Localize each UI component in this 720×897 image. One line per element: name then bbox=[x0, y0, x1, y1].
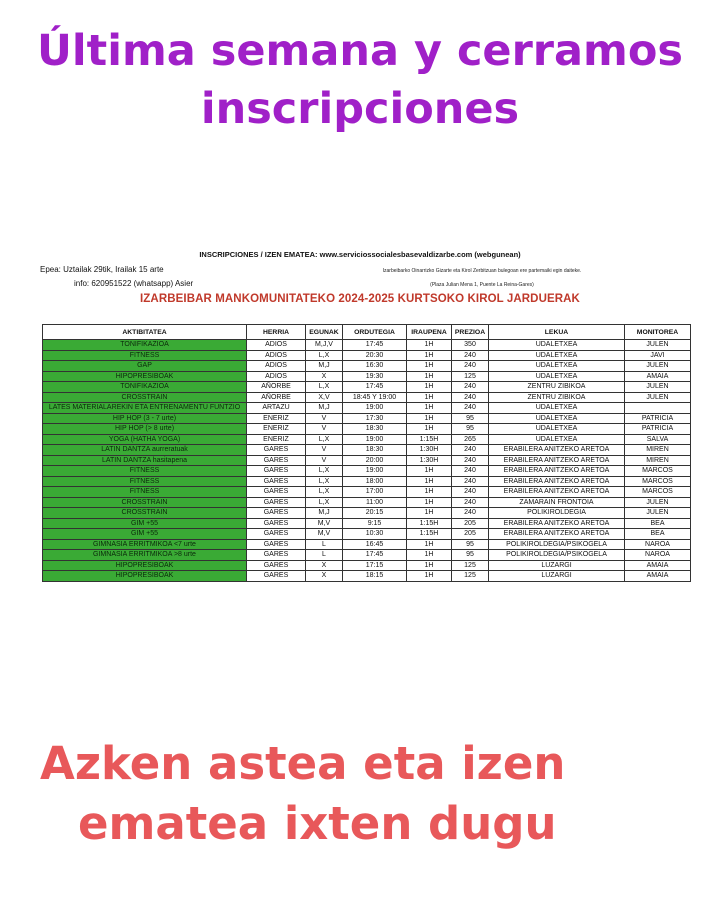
table-row bbox=[43, 455, 691, 466]
header-price: PREZIOA bbox=[452, 325, 489, 340]
cell-town: ADIOS bbox=[247, 350, 306, 361]
cell-location: UDALETXEA bbox=[489, 434, 625, 445]
cell-days: V bbox=[306, 455, 343, 466]
cell-days: M,V bbox=[306, 529, 343, 540]
cell-town: GARES bbox=[247, 476, 306, 487]
cell-price: 240 bbox=[452, 487, 489, 498]
header-activity: AKTIBITATEA bbox=[43, 325, 247, 340]
cell-price: 125 bbox=[452, 571, 489, 582]
cell-activity: HIPOPRESIBOAK bbox=[43, 371, 247, 382]
cell-schedule: 18:45 Y 19:00 bbox=[343, 392, 407, 403]
cell-town: ADIOS bbox=[247, 361, 306, 372]
office-address: (Plaza Julian Mena 1, Puente La Reina-Gares) bbox=[430, 282, 534, 288]
cell-price: 265 bbox=[452, 434, 489, 445]
table-row bbox=[43, 392, 691, 403]
cell-instructor: NAROA bbox=[625, 539, 691, 550]
headline-spanish-line2: inscripciones bbox=[200, 84, 520, 134]
cell-location: ERABILERA ANITZEKO ARETOA bbox=[489, 487, 625, 498]
cell-town: GARES bbox=[247, 455, 306, 466]
cell-days: L,X bbox=[306, 382, 343, 393]
office-note-text: Izarbeibarko Oinarrizko Gizarte eta Kirol Zerbitzuan bulegoan ere partemaiki egin daiteke. bbox=[382, 268, 582, 274]
cell-duration: 1H bbox=[407, 466, 452, 477]
schedule-table bbox=[42, 324, 691, 582]
cell-duration: 1:15H bbox=[407, 434, 452, 445]
cell-instructor: AMAIA bbox=[625, 371, 691, 382]
cell-schedule: 17:00 bbox=[343, 487, 407, 498]
cell-town: GARES bbox=[247, 445, 306, 456]
cell-town: GARES bbox=[247, 550, 306, 561]
header-town: HERRIA bbox=[247, 325, 306, 340]
cell-days: M,J,V bbox=[306, 340, 343, 351]
header-days: EGUNAK bbox=[306, 325, 343, 340]
registration-line: INSCRIPCIONES / IZEN EMATEA: www.serviciossocialesbasevaldizarbe.com (webgunean) bbox=[199, 250, 521, 259]
cell-town: ARTAZU bbox=[247, 403, 306, 414]
cell-price: 240 bbox=[452, 497, 489, 508]
cell-duration: 1H bbox=[407, 371, 452, 382]
cell-activity: CROSSTRAIN bbox=[43, 497, 247, 508]
cell-schedule: 9:15 bbox=[343, 518, 407, 529]
cell-location: UDALETXEA bbox=[489, 340, 625, 351]
cell-activity: GAP bbox=[43, 361, 247, 372]
table-row bbox=[43, 434, 691, 445]
cell-schedule: 20:15 bbox=[343, 508, 407, 519]
table-row bbox=[43, 445, 691, 456]
cell-activity: LATIN DANTZA aurreratuak bbox=[43, 445, 247, 456]
cell-price: 240 bbox=[452, 466, 489, 477]
table-row bbox=[43, 413, 691, 424]
cell-activity: YOGA (HATHA YOGA) bbox=[43, 434, 247, 445]
cell-days: X bbox=[306, 371, 343, 382]
header-duration: IRAUPENA bbox=[407, 325, 452, 340]
cell-days: M,J bbox=[306, 361, 343, 372]
cell-duration: 1H bbox=[407, 476, 452, 487]
cell-price: 95 bbox=[452, 550, 489, 561]
cell-instructor: BEA bbox=[625, 518, 691, 529]
cell-schedule: 18:00 bbox=[343, 476, 407, 487]
cell-activity: CROSSTRAIN bbox=[43, 508, 247, 519]
cell-instructor: JULEN bbox=[625, 361, 691, 372]
cell-price: 240 bbox=[452, 476, 489, 487]
cell-days: M,J bbox=[306, 403, 343, 414]
cell-town: GARES bbox=[247, 518, 306, 529]
header-instructor: MONITOREA bbox=[625, 325, 691, 340]
cell-instructor: MARCOS bbox=[625, 487, 691, 498]
cell-schedule: 18:30 bbox=[343, 445, 407, 456]
headline-basque-line2: ematea ixten dugu bbox=[78, 797, 557, 850]
cell-activity: FITNESS bbox=[43, 466, 247, 477]
cell-days: L,X bbox=[306, 350, 343, 361]
cell-days: V bbox=[306, 424, 343, 435]
cell-town: GARES bbox=[247, 560, 306, 571]
table-row bbox=[43, 382, 691, 393]
cell-instructor: JULEN bbox=[625, 497, 691, 508]
cell-activity: TONIFIKAZIOA bbox=[43, 382, 247, 393]
table-row bbox=[43, 508, 691, 519]
cell-schedule: 17:45 bbox=[343, 550, 407, 561]
cell-town: ENERIZ bbox=[247, 434, 306, 445]
cell-days: L,X bbox=[306, 466, 343, 477]
cell-schedule: 20:00 bbox=[343, 455, 407, 466]
cell-activity: FITNESS bbox=[43, 487, 247, 498]
cell-town: AÑORBE bbox=[247, 392, 306, 403]
cell-duration: 1H bbox=[407, 571, 452, 582]
cell-location: UDALETXEA bbox=[489, 361, 625, 372]
headline-spanish bbox=[0, 22, 720, 138]
info-text: info: 620951522 (whatsapp) Asier bbox=[74, 279, 194, 288]
cell-duration: 1H bbox=[407, 361, 452, 372]
cell-days: V bbox=[306, 413, 343, 424]
cell-instructor: PATRICIA bbox=[625, 424, 691, 435]
cell-price: 125 bbox=[452, 560, 489, 571]
cell-location: ERABILERA ANITZEKO ARETOA bbox=[489, 466, 625, 477]
cell-town: GARES bbox=[247, 508, 306, 519]
cell-location: ERABILERA ANITZEKO ARETOA bbox=[489, 518, 625, 529]
cell-days: L bbox=[306, 550, 343, 561]
cell-price: 240 bbox=[452, 455, 489, 466]
cell-days: M,J bbox=[306, 508, 343, 519]
cell-duration: 1:30H bbox=[407, 455, 452, 466]
table-row bbox=[43, 560, 691, 571]
cell-town: GARES bbox=[247, 466, 306, 477]
cell-location: ZENTRU ZIBIKOA bbox=[489, 382, 625, 393]
cell-location: ERABILERA ANITZEKO ARETOA bbox=[489, 455, 625, 466]
cell-activity: HIPOPRESIBOAK bbox=[43, 571, 247, 582]
table-body bbox=[43, 340, 691, 582]
cell-days: X bbox=[306, 560, 343, 571]
cell-price: 240 bbox=[452, 382, 489, 393]
cell-activity: HIP HOP (> 8 urte) bbox=[43, 424, 247, 435]
cell-instructor: JAVI bbox=[625, 350, 691, 361]
cell-schedule: 16:45 bbox=[343, 539, 407, 550]
cell-location: ERABILERA ANITZEKO ARETOA bbox=[489, 476, 625, 487]
cell-duration: 1H bbox=[407, 487, 452, 498]
cell-price: 205 bbox=[452, 518, 489, 529]
cell-activity: FITNESS bbox=[43, 476, 247, 487]
table-header-row bbox=[43, 325, 691, 340]
cell-schedule: 11:00 bbox=[343, 497, 407, 508]
cell-duration: 1:30H bbox=[407, 445, 452, 456]
cell-activity: GIM +55 bbox=[43, 518, 247, 529]
cell-schedule: 18:30 bbox=[343, 424, 407, 435]
cell-price: 240 bbox=[452, 403, 489, 414]
cell-price: 240 bbox=[452, 361, 489, 372]
cell-activity: HIP HOP (3 - 7 urte) bbox=[43, 413, 247, 424]
cell-instructor: JULEN bbox=[625, 382, 691, 393]
cell-schedule: 17:45 bbox=[343, 382, 407, 393]
cell-schedule: 19:00 bbox=[343, 403, 407, 414]
cell-schedule: 19:00 bbox=[343, 466, 407, 477]
cell-location: ZENTRU ZIBIKOA bbox=[489, 392, 625, 403]
cell-location: UDALETXEA bbox=[489, 413, 625, 424]
cell-location: POLIKIROLDEGIA/PSIKOGELA bbox=[489, 550, 625, 561]
cell-location: ERABILERA ANITZEKO ARETOA bbox=[489, 445, 625, 456]
cell-location: UDALETXEA bbox=[489, 350, 625, 361]
cell-schedule: 16:30 bbox=[343, 361, 407, 372]
cell-location: UDALETXEA bbox=[489, 424, 625, 435]
cell-activity: LATES MATERIALAREKIN ETA ENTRENAMENTU FUNTZIO bbox=[43, 403, 247, 414]
table-row bbox=[43, 487, 691, 498]
cell-instructor: SALVA bbox=[625, 434, 691, 445]
cell-duration: 1H bbox=[407, 403, 452, 414]
cell-location: UDALETXEA bbox=[489, 371, 625, 382]
cell-schedule: 18:15 bbox=[343, 571, 407, 582]
cell-days: V bbox=[306, 445, 343, 456]
table-row bbox=[43, 571, 691, 582]
cell-duration: 1H bbox=[407, 508, 452, 519]
cell-instructor: BEA bbox=[625, 529, 691, 540]
cell-price: 240 bbox=[452, 350, 489, 361]
table-row bbox=[43, 361, 691, 372]
cell-activity: TONIFIKAZIOA bbox=[43, 340, 247, 351]
cell-instructor: MIREN bbox=[625, 455, 691, 466]
cell-days: L bbox=[306, 539, 343, 550]
cell-days: X bbox=[306, 571, 343, 582]
cell-duration: 1:15H bbox=[407, 529, 452, 540]
cell-town: GARES bbox=[247, 571, 306, 582]
cell-instructor: JULEN bbox=[625, 340, 691, 351]
cell-duration: 1H bbox=[407, 497, 452, 508]
cell-instructor: MIREN bbox=[625, 445, 691, 456]
cell-duration: 1:15H bbox=[407, 518, 452, 529]
office-note bbox=[332, 264, 632, 292]
table-row bbox=[43, 497, 691, 508]
cell-instructor: AMAIA bbox=[625, 571, 691, 582]
cell-duration: 1H bbox=[407, 539, 452, 550]
cell-location: POLIKIROLDEGIA bbox=[489, 508, 625, 519]
cell-town: GARES bbox=[247, 539, 306, 550]
cell-days: L,X bbox=[306, 476, 343, 487]
cell-instructor: NAROA bbox=[625, 550, 691, 561]
cell-location: ERABILERA ANITZEKO ARETOA bbox=[489, 529, 625, 540]
table-row bbox=[43, 550, 691, 561]
cell-price: 240 bbox=[452, 508, 489, 519]
cell-schedule: 10:30 bbox=[343, 529, 407, 540]
cell-activity: LATIN DANTZA hasitapena bbox=[43, 455, 247, 466]
table-row bbox=[43, 529, 691, 540]
contact-info bbox=[40, 263, 193, 291]
cell-town: GARES bbox=[247, 497, 306, 508]
cell-town: AÑORBE bbox=[247, 382, 306, 393]
cell-activity: GIMNASIA ERRITMIKOA >8 urte bbox=[43, 550, 247, 561]
cell-town: ENERIZ bbox=[247, 413, 306, 424]
table-row bbox=[43, 539, 691, 550]
cell-town: ENERIZ bbox=[247, 424, 306, 435]
cell-activity: GIM +55 bbox=[43, 529, 247, 540]
table-row bbox=[43, 424, 691, 435]
cell-activity: HIPOPRESIBOAK bbox=[43, 560, 247, 571]
table-row bbox=[43, 403, 691, 414]
cell-days: M,V bbox=[306, 518, 343, 529]
table-row bbox=[43, 340, 691, 351]
cell-activity: FITNESS bbox=[43, 350, 247, 361]
cell-instructor: JULEN bbox=[625, 392, 691, 403]
headline-spanish-line1: Última semana y cerramos bbox=[37, 26, 683, 76]
cell-schedule: 19:00 bbox=[343, 434, 407, 445]
cell-town: ADIOS bbox=[247, 340, 306, 351]
cell-duration: 1H bbox=[407, 413, 452, 424]
cell-schedule: 17:15 bbox=[343, 560, 407, 571]
table-row bbox=[43, 476, 691, 487]
table-row bbox=[43, 371, 691, 382]
cell-activity: CROSSTRAIN bbox=[43, 392, 247, 403]
cell-town: GARES bbox=[247, 487, 306, 498]
cell-duration: 1H bbox=[407, 350, 452, 361]
cell-schedule: 17:30 bbox=[343, 413, 407, 424]
cell-location: LUZARGI bbox=[489, 560, 625, 571]
cell-instructor: MARCOS bbox=[625, 476, 691, 487]
cell-days: X,V bbox=[306, 392, 343, 403]
header-schedule: ORDUTEGIA bbox=[343, 325, 407, 340]
cell-schedule: 17:45 bbox=[343, 340, 407, 351]
cell-duration: 1H bbox=[407, 382, 452, 393]
cell-price: 95 bbox=[452, 413, 489, 424]
cell-price: 125 bbox=[452, 371, 489, 382]
cell-instructor bbox=[625, 403, 691, 414]
cell-duration: 1H bbox=[407, 550, 452, 561]
cell-location: LUZARGI bbox=[489, 571, 625, 582]
cell-duration: 1H bbox=[407, 340, 452, 351]
cell-price: 95 bbox=[452, 539, 489, 550]
cell-price: 240 bbox=[452, 392, 489, 403]
cell-location: UDALETXEA bbox=[489, 403, 625, 414]
cell-location: ZAMARAIN FRONTOIA bbox=[489, 497, 625, 508]
cell-location: POLIKIROLDEGIA/PSIKOGELA bbox=[489, 539, 625, 550]
period-text: Epea: Uztailak 29tik, Irailak 15 arte bbox=[40, 265, 164, 274]
cell-instructor: AMAIA bbox=[625, 560, 691, 571]
headline-basque-line1: Azken astea eta izen bbox=[40, 737, 566, 790]
cell-town: GARES bbox=[247, 529, 306, 540]
cell-price: 205 bbox=[452, 529, 489, 540]
cell-instructor: PATRICIA bbox=[625, 413, 691, 424]
cell-schedule: 19:30 bbox=[343, 371, 407, 382]
cell-duration: 1H bbox=[407, 392, 452, 403]
cell-town: ADIOS bbox=[247, 371, 306, 382]
cell-price: 350 bbox=[452, 340, 489, 351]
document-title: IZARBEIBAR MANKOMUNITATEKO 2024-2025 KURTSOKO KIROL JARDUERAK bbox=[140, 293, 580, 305]
cell-instructor: MARCOS bbox=[625, 466, 691, 477]
cell-schedule: 20:30 bbox=[343, 350, 407, 361]
cell-price: 240 bbox=[452, 445, 489, 456]
table-row bbox=[43, 350, 691, 361]
cell-days: L,X bbox=[306, 497, 343, 508]
headline-basque bbox=[0, 734, 720, 854]
cell-price: 95 bbox=[452, 424, 489, 435]
cell-activity: GIMNASIA ERRITMIKOA <7 urte bbox=[43, 539, 247, 550]
cell-duration: 1H bbox=[407, 560, 452, 571]
cell-days: L,X bbox=[306, 487, 343, 498]
cell-instructor: JULEN bbox=[625, 508, 691, 519]
cell-days: L,X bbox=[306, 434, 343, 445]
cell-duration: 1H bbox=[407, 424, 452, 435]
header-location: LEKUA bbox=[489, 325, 625, 340]
table-row bbox=[43, 466, 691, 477]
table-row bbox=[43, 518, 691, 529]
